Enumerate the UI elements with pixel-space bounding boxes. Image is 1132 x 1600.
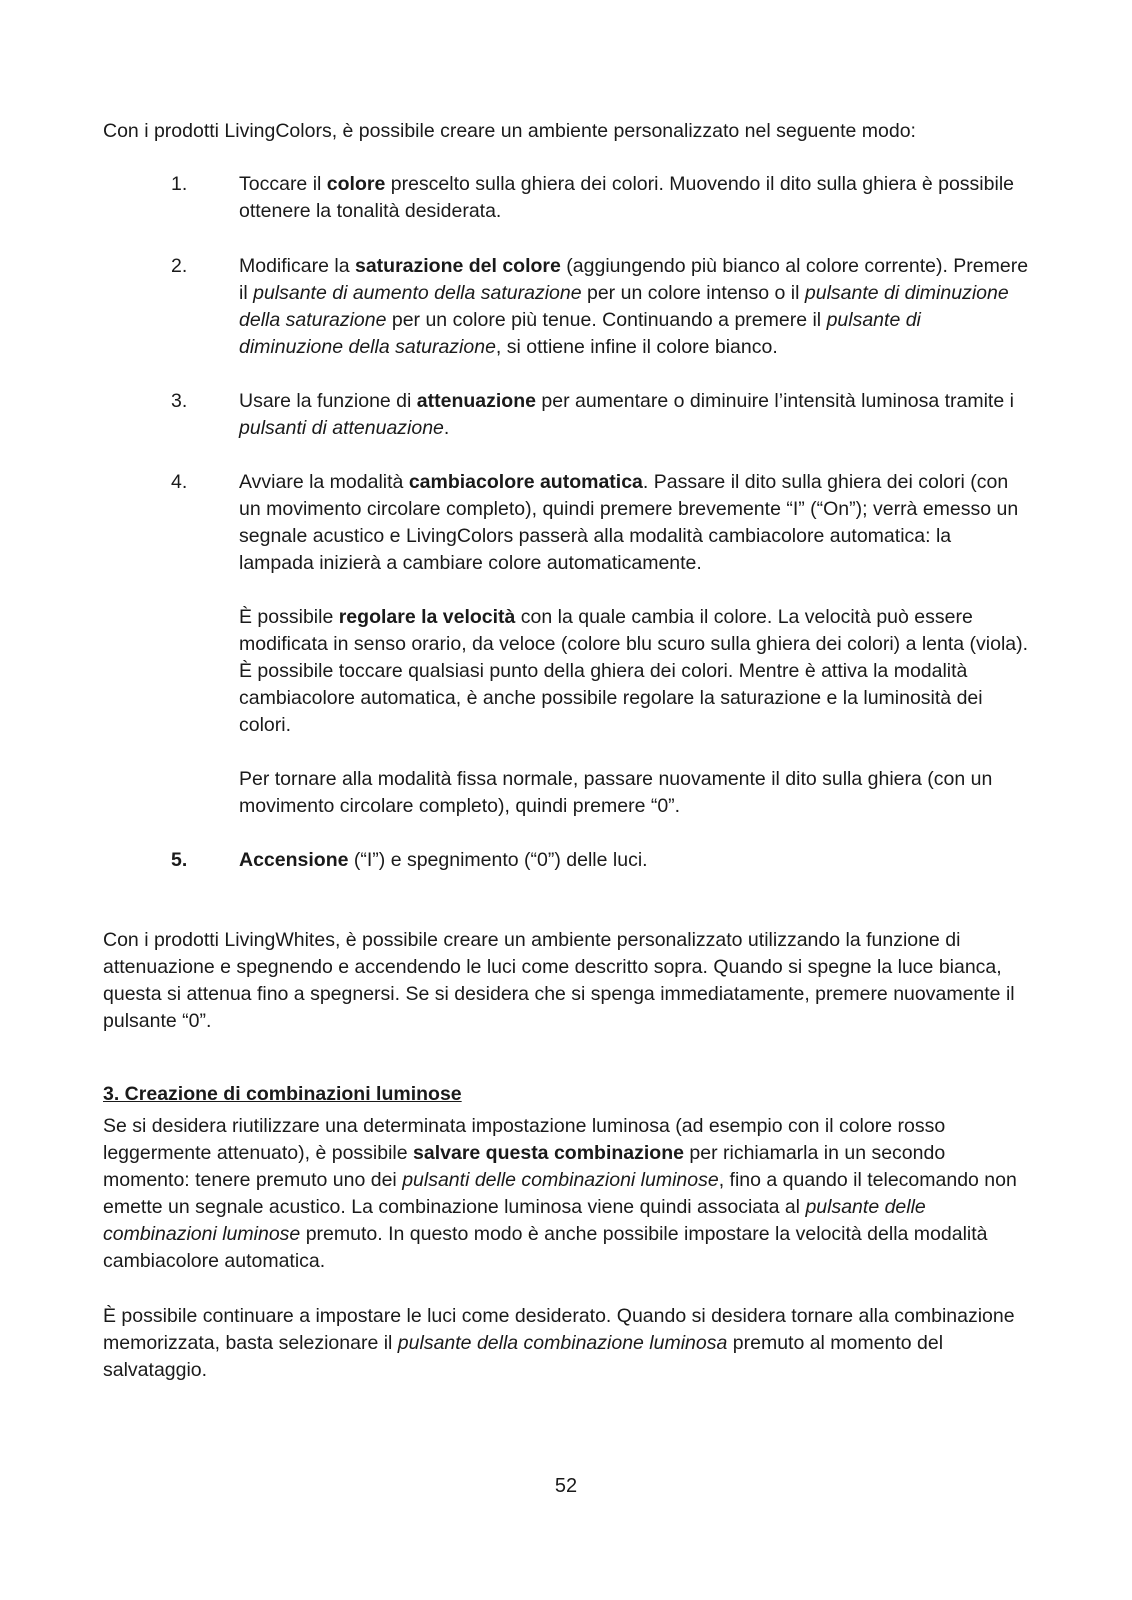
italic-term: pulsanti di attenuazione	[239, 417, 444, 439]
list-number: 5.	[171, 849, 188, 871]
italic-term: pulsanti delle combinazioni luminose	[402, 1169, 719, 1191]
list-text	[239, 253, 1029, 361]
combo-paragraph	[103, 1113, 1033, 1275]
italic-term: pulsante della combinazione luminosa	[397, 1332, 728, 1354]
text-run: Avviare la modalità	[239, 471, 409, 493]
text-run: .	[443, 417, 450, 439]
text-run: premuto. In questo modo è anche possibile impostare la velocità della modalità cambiacolore automatica.	[103, 1223, 988, 1272]
list-subparagraph	[239, 604, 1029, 739]
italic-term: pulsante di diminuzione della saturazione	[239, 282, 1009, 331]
list-text	[239, 388, 1029, 442]
text-run: prescelto sulla ghiera dei colori. Muovendo il dito sulla ghiera è possibile ottenere la tonalità desiderata.	[239, 173, 1014, 222]
recall-paragraph	[103, 1303, 1033, 1384]
text-run: Se si desidera riutilizzare una determinata impostazione luminosa (ad esempio con il colore rosso leggermente attenuato), è possibile	[103, 1115, 946, 1164]
text-run: per aumentare o diminuire l’intensità luminosa tramite i	[535, 390, 1014, 412]
italic-term: pulsante delle combinazioni luminose	[103, 1196, 926, 1245]
text-run: È possibile	[239, 606, 339, 628]
list-text	[239, 847, 1029, 874]
text-run: È possibile continuare a impostare le luci come desiderato. Quando si desidera tornare alla combinazione memorizzata, basta selezionare il	[103, 1305, 1015, 1354]
italic-term: pulsante di aumento della saturazione	[253, 282, 582, 304]
text-run: con la quale cambia il colore. La velocità può essere modificata in senso orario, da veloce (colore blu scuro sulla ghiera dei colori) a lenta (viola). È possibile toccare qualsiasi punto della ghiera dei colori. Mentre è attiva la modalità cambiacolore automatica, è anche possibile regolare la saturazione e la luminosità dei colori.	[239, 606, 1029, 736]
text-run: Modificare la	[239, 255, 355, 277]
bold-term: attenuazione	[416, 390, 536, 412]
list-number: 4.	[171, 471, 188, 493]
bold-term: regolare la velocità	[338, 606, 516, 628]
list-text	[239, 469, 1029, 577]
text-run: . Passare il dito sulla ghiera dei colori (con un movimento circolare completo), quindi premere brevemente “I” (“On”); verrà emesso un segnale acustico e LivingColors passerà alla modalità cambiacolore automatica: la lampada inizierà a cambiare colore automaticamente.	[239, 471, 1019, 574]
section-heading: 3. Creazione di combinazioni luminose	[103, 1083, 462, 1105]
list-number: 3.	[171, 390, 188, 412]
page-number: 52	[554, 1475, 578, 1497]
list-number: 1.	[171, 173, 188, 195]
bold-term: colore	[326, 173, 386, 195]
text-run: per un colore più tenue. Continuando a premere il	[386, 309, 827, 331]
text-run: per un colore intenso o il	[581, 282, 805, 304]
bold-term: cambiacolore automatica	[408, 471, 643, 493]
list-text	[239, 171, 1029, 225]
text-run: , si ottiene infine il colore bianco.	[495, 336, 778, 358]
text-run: per richiamarla in un secondo momento: tenere premuto uno dei	[103, 1142, 946, 1191]
bold-term: Accensione	[239, 849, 349, 871]
text-run: , fino a quando il telecomando non emette un segnale acustico. La combinazione luminosa viene quindi associata al	[103, 1169, 1017, 1218]
list-number: 2.	[171, 255, 188, 277]
italic-term: pulsante di diminuzione della saturazione	[239, 309, 921, 358]
livingwhites-paragraph: Con i prodotti LivingWhites, è possibile creare un ambiente personalizzato utilizzando la funzione di attenuazione e spegnendo e accendendo le luci come descritto sopra. Quando si spegne la luce bianca, questa si attenua fino a spegnersi. Se si desidera che si spenga immediatamente, premere nuovamente il pulsante “0”.	[103, 929, 1015, 1032]
text-run: (“I”) e spegnimento (“0”) delle luci.	[348, 849, 648, 871]
text-run: premuto al momento del salvataggio.	[103, 1332, 944, 1381]
text-run: Toccare il	[239, 173, 327, 195]
text-run: Usare la funzione di	[239, 390, 417, 412]
intro-paragraph: Con i prodotti LivingColors, è possibile creare un ambiente personalizzato nel seguente modo:	[103, 120, 916, 142]
bold-term: salvare questa combinazione	[413, 1142, 684, 1164]
bold-term: saturazione del colore	[354, 255, 561, 277]
text-run: (aggiungendo più bianco al colore corrente). Premere il	[239, 255, 1029, 304]
list-subparagraph: Per tornare alla modalità fissa normale, passare nuovamente il dito sulla ghiera (con un movimento circolare completo), quindi premere “0”.	[239, 768, 993, 817]
